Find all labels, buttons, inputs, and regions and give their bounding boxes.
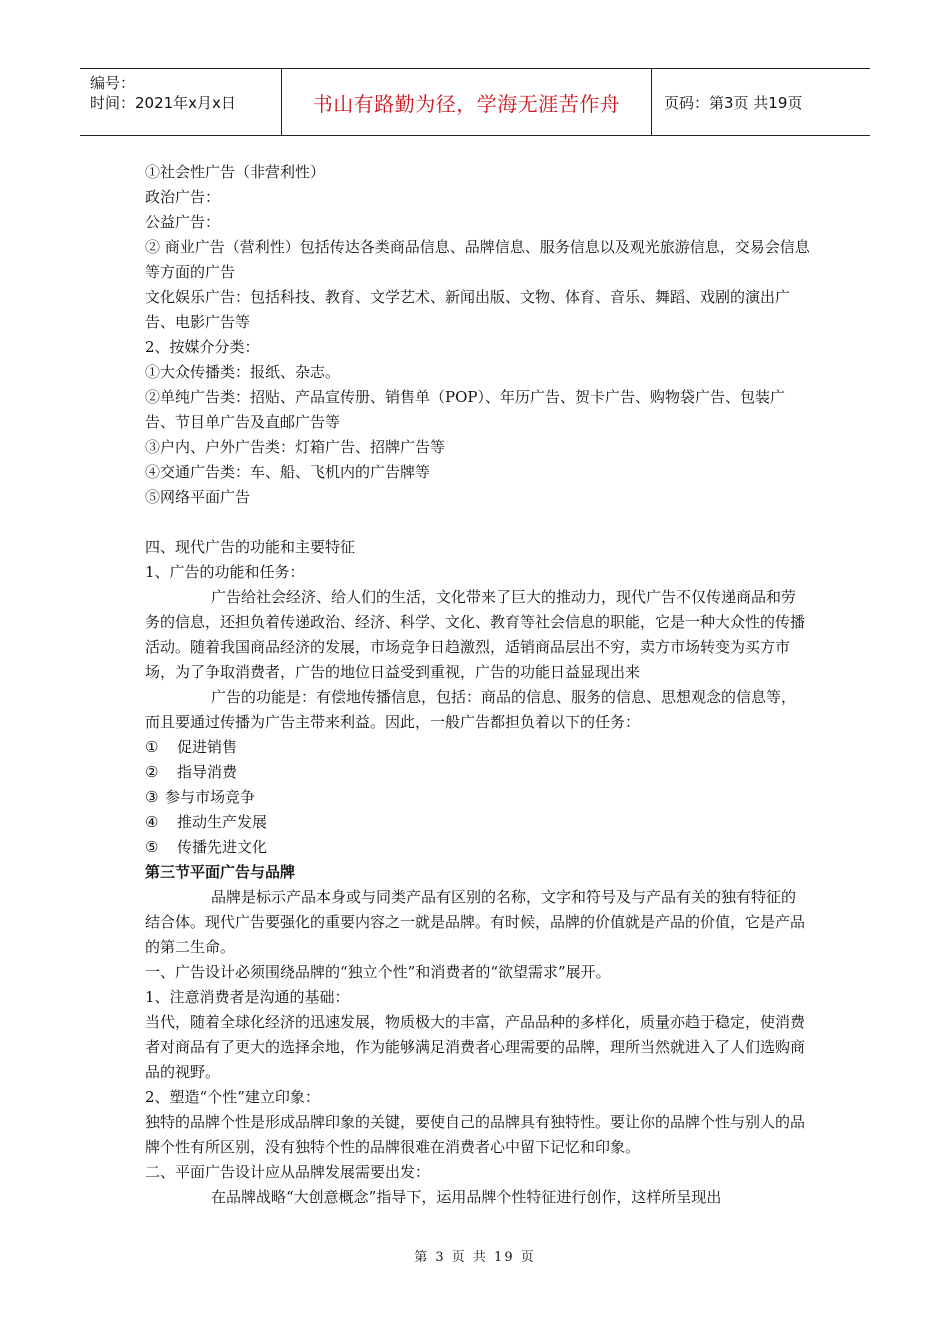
list-text: 参与市场竞争 xyxy=(165,788,256,806)
spacer xyxy=(145,510,810,535)
subsection-heading: 2、塑造“个性”建立印象： xyxy=(145,1088,320,1106)
text-line: 公益广告： xyxy=(145,213,221,231)
list-text: 推动生产发展 xyxy=(177,813,268,831)
text-line: 政治广告： xyxy=(145,188,221,206)
list-number: ⑤ xyxy=(145,838,159,856)
paragraph: 品牌是标示产品本身或与同类产品有区别的名称，文字和符号及与产品有关的独有特征的结合体。现代广告要强化的重要内容之一就是品牌。有时候，品牌的价值就是产品的价值，它是产品的第二生命。 xyxy=(145,888,806,956)
list-item xyxy=(145,810,810,835)
paragraph: 在品牌战略“大创意概念”指导下，运用品牌个性特征进行创作，这样所呈现出 xyxy=(211,1188,722,1206)
page-footer: 第 3 页 共 19 页 xyxy=(414,1250,536,1265)
list-number: ② xyxy=(145,763,159,781)
header-left-cell xyxy=(80,69,281,135)
list-item xyxy=(145,835,810,860)
list-text: 指导消费 xyxy=(177,763,238,781)
list-number: ① xyxy=(145,738,159,756)
subsection-heading: 1、注意消费者是沟通的基础： xyxy=(145,988,350,1006)
header-page-cell xyxy=(652,69,870,135)
page-label: 页码：第3页 共19页 xyxy=(664,93,803,112)
text-line: ②单纯广告类：招贴、产品宣传册、销售单（POP）、年历广告、贺卡广告、购物袋广告、包装广告、节目单广告及直邮广告等 xyxy=(145,388,785,431)
list-item xyxy=(145,760,810,785)
header-motto-cell xyxy=(281,69,652,135)
list-number: ③ xyxy=(145,788,159,806)
text-line: ④交通广告类：车、船、飞机内的广告牌等 xyxy=(145,463,431,481)
document-body xyxy=(145,160,810,1210)
task-list xyxy=(145,735,810,860)
motto-text: 书山有路勤为径，学海无涯苦作舟 xyxy=(312,91,621,116)
number-label: 编号： xyxy=(90,74,136,92)
list-text: 促进销售 xyxy=(177,738,238,756)
paragraph: 独特的品牌个性是形成品牌印象的关键，要使自己的品牌具有独特性。要让你的品牌个性与别人的品牌个性有所区别，没有独特个性的品牌很难在消费者心中留下记忆和印象。 xyxy=(145,1113,806,1156)
text-line: ② 商业广告（营利性）包括传达各类商品信息、品牌信息、服务信息以及观光旅游信息，交易会信息等方面的广告 xyxy=(145,238,810,281)
list-item xyxy=(145,735,810,760)
section-heading: 一、广告设计必须围绕品牌的“独立个性”和消费者的“欲望需求”展开。 xyxy=(145,963,611,981)
paragraph: 广告给社会经济、给人们的生活，文化带来了巨大的推动力，现代广告不仅传递商品和劳务的信息，还担负着传递政治、经济、科学、文化、教育等社会信息的职能，它是一种大众性的传播活动。随着我国商品经济的发展，市场竞争日趋激烈，适销商品层出不穷，卖方市场转变为买方市场，为了争取消费者，广告的地位日益受到重视，广告的功能日益显现出来 xyxy=(145,588,806,681)
section-heading: 二、平面广告设计应从品牌发展需要出发： xyxy=(145,1163,431,1181)
list-number: ④ xyxy=(145,813,159,831)
list-item xyxy=(145,785,810,810)
text-line: ①社会性广告（非营利性） xyxy=(145,163,326,181)
section-title: 第三节平面广告与品牌 xyxy=(145,863,296,881)
text-line: ③户内、户外广告类：灯箱广告、招牌广告等 xyxy=(145,438,446,456)
time-label: 时间：2021年x月x日 xyxy=(90,94,236,112)
section-heading: 四、现代广告的功能和主要特征 xyxy=(145,538,356,556)
text-line: ①大众传播类：报纸、杂志。 xyxy=(145,363,341,381)
list-text: 传播先进文化 xyxy=(177,838,268,856)
subsection-heading: 1、广告的功能和任务： xyxy=(145,563,305,581)
text-line: 文化娱乐广告：包括科技、教育、文学艺术、新闻出版、文物、体育、音乐、舞蹈、戏剧的演出广告、电影广告等 xyxy=(145,288,791,331)
paragraph: 广告的功能是：有偿地传播信息，包括：商品的信息、服务的信息、思想观念的信息等，而且要通过传播为广告主带来利益。因此，一般广告都担负着以下的任务： xyxy=(145,688,797,731)
paragraph: 当代，随着全球化经济的迅速发展，物质极大的丰富，产品品种的多样化，质量亦趋于稳定，使消费者对商品有了更大的选择余地，作为能够满足消费者心理需要的品牌，理所当然就进入了人们选购商品的视野。 xyxy=(145,1013,806,1081)
text-line: ⑤网络平面广告 xyxy=(145,488,251,506)
document-header xyxy=(80,68,870,136)
text-line: 2、按媒介分类： xyxy=(145,338,260,356)
